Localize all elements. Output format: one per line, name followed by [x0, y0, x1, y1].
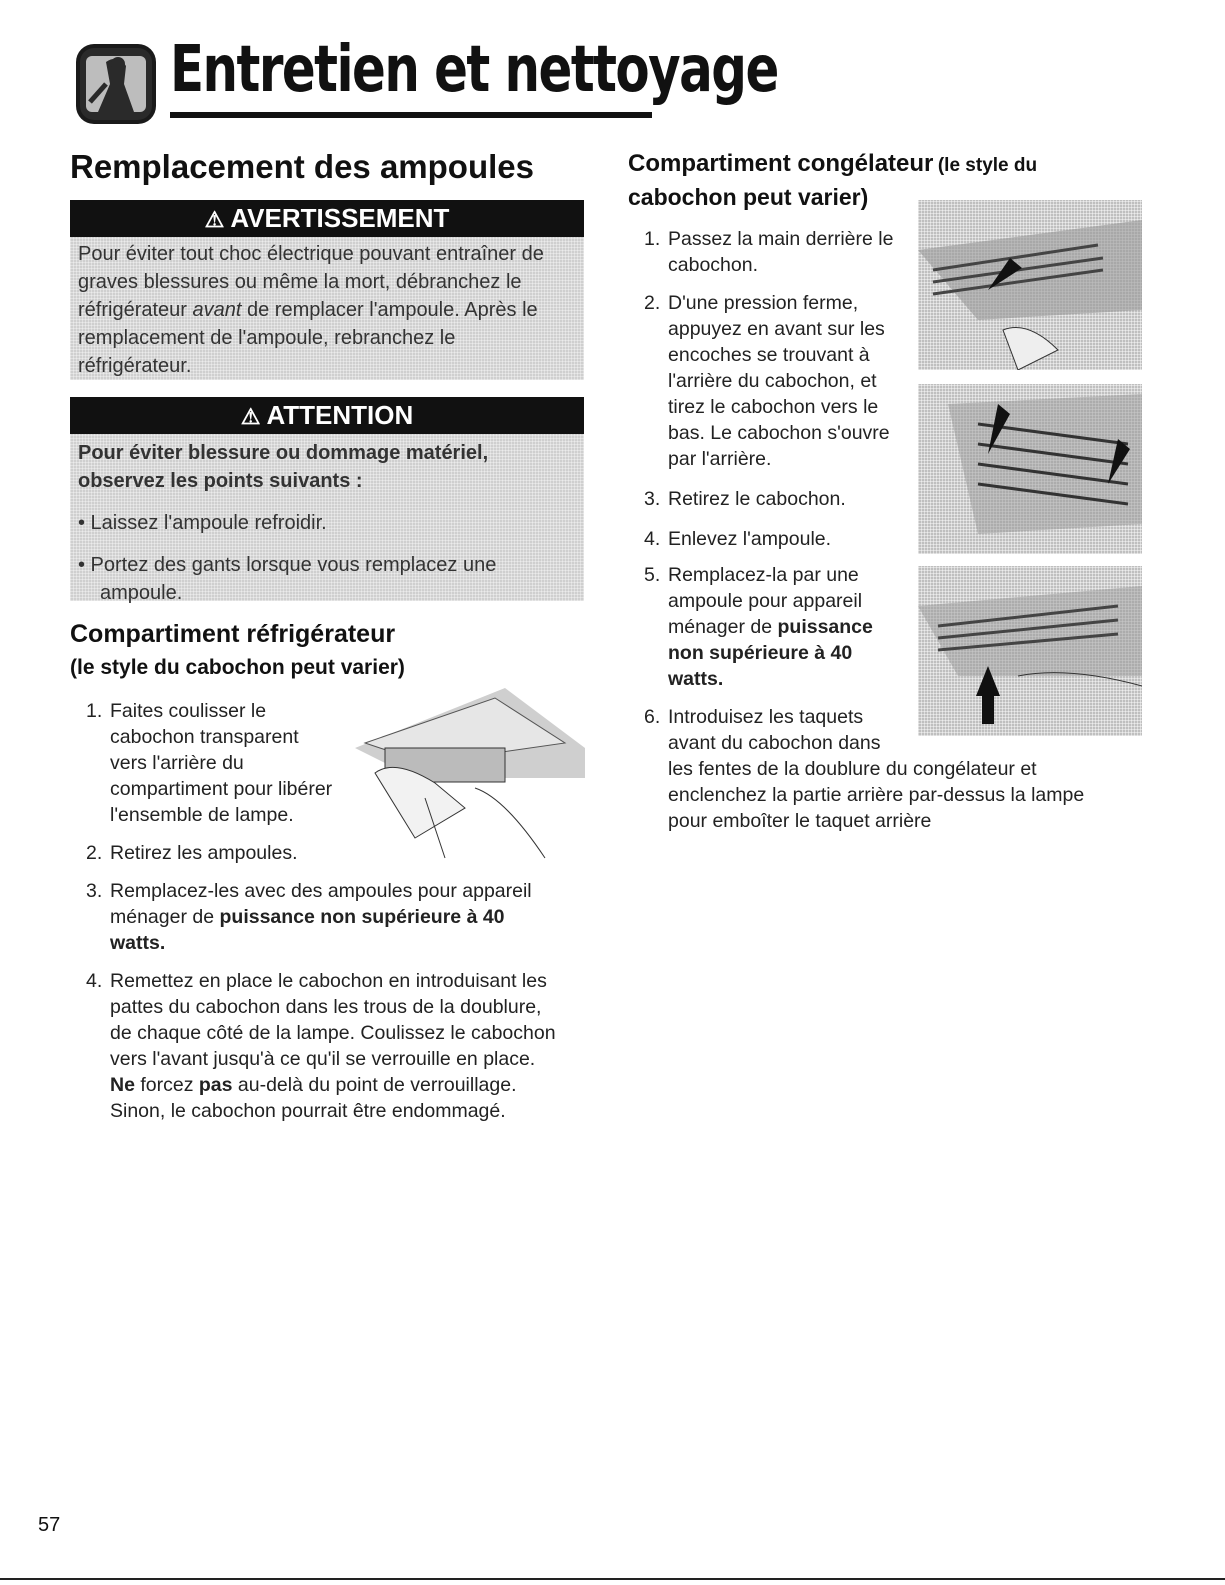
warning-label: AVERTISSEMENT — [230, 203, 450, 233]
attention-box — [70, 397, 584, 604]
warning-text — [78, 240, 576, 380]
attention-intro: observez les points suivants : — [78, 470, 363, 492]
attention-intro: Pour éviter blessure ou dommage matériel, — [78, 442, 489, 464]
list-item: 2. D'une pression ferme, appuyez en avant sur les encoches se trouvant à l'arrière du cabochon, et tirez le cabochon vers le bas. Le cabochon s'ouvre par l'arrière. — [644, 292, 890, 470]
page-number: 57 — [38, 1514, 61, 1536]
freezer-photo-3 — [918, 566, 1142, 736]
cleaning-person-icon — [76, 44, 156, 124]
attention-bar — [70, 397, 584, 434]
warning-line: Pour éviter tout choc électrique pouvant entraîner de — [78, 243, 544, 265]
freezer-photo-1 — [918, 200, 1142, 370]
freezer-subtitle: cabochon peut varier) — [628, 184, 869, 210]
list-item: 1. Passez la main derrière le cabochon. — [644, 228, 894, 276]
attention-bullet: ampoule. — [100, 582, 183, 604]
warning-triangle-icon: ⚠ — [204, 207, 225, 232]
attention-bullet: • Laissez l'ampoule refroidir. — [78, 512, 327, 534]
section-title: Remplacement des ampoules — [70, 148, 534, 185]
freezer-photo-2 — [918, 384, 1142, 554]
warning-line: remplacement de l'ampoule, rebranchez le — [78, 327, 456, 349]
attention-bullet: • Portez des gants lorsque vous remplacez une — [78, 554, 497, 576]
fridge-subtitle: (le style du cabochon peut varier) — [70, 656, 405, 679]
attention-label: ATTENTION — [266, 400, 414, 430]
list-item: 6. Introduisez les taquets avant du cabochon dans les fentes de la doublure du congélateur et enclenchez la partie arrière par-dessus la lampe pour emboîter le taquet arrière — [644, 706, 1085, 832]
warning-triangle-icon: ⚠ — [240, 404, 261, 429]
list-item: 2. Retirez les ampoules. — [86, 842, 298, 864]
list-item: 3. Remplacez-les avec des ampoules pour appareil ménager de puissance non supérieure à 40 watts. — [86, 880, 532, 954]
page-header-title: Entretien et nettoyage — [170, 33, 778, 107]
bottom-rule — [0, 1578, 1225, 1580]
warning-line: graves blessures ou même la mort, débranchez le — [78, 271, 522, 293]
warning-bar — [70, 200, 584, 237]
list-item: 3. Retirez le cabochon. — [644, 488, 846, 510]
warning-box — [70, 200, 584, 380]
list-item: 5. Remplacez-la par une ampoule pour appareil ménager de puissance non supérieure à 40 watts. — [644, 564, 873, 690]
list-item: 4. Remettez en place le cabochon en introduisant les pattes du cabochon dans les trous de la doublure, de chaque côté de la lampe. Coulissez le cabochon vers l'avant jusqu'à ce qu'il se verrouille en place. Ne forcez pas au-delà du point de verrouillage. Sinon, le cabochon pourrait être endommagé. — [86, 970, 556, 1122]
list-item: 1. Faites coulisser le cabochon transparent vers l'arrière du compartiment pour libérer l'ensemble de lampe. — [86, 700, 333, 826]
freezer-title: Compartiment congélateur (le style du — [628, 150, 1038, 177]
warning-line: réfrigérateur. — [78, 355, 192, 377]
warning-line: réfrigérateur avant de remplacer l'ampoule. Après le — [78, 299, 538, 321]
fridge-lamp-illustration — [355, 688, 585, 860]
attention-text — [78, 439, 576, 607]
list-item: 4. Enlevez l'ampoule. — [644, 528, 832, 550]
fridge-title: Compartiment réfrigérateur — [70, 620, 396, 648]
header-underline — [170, 112, 652, 118]
